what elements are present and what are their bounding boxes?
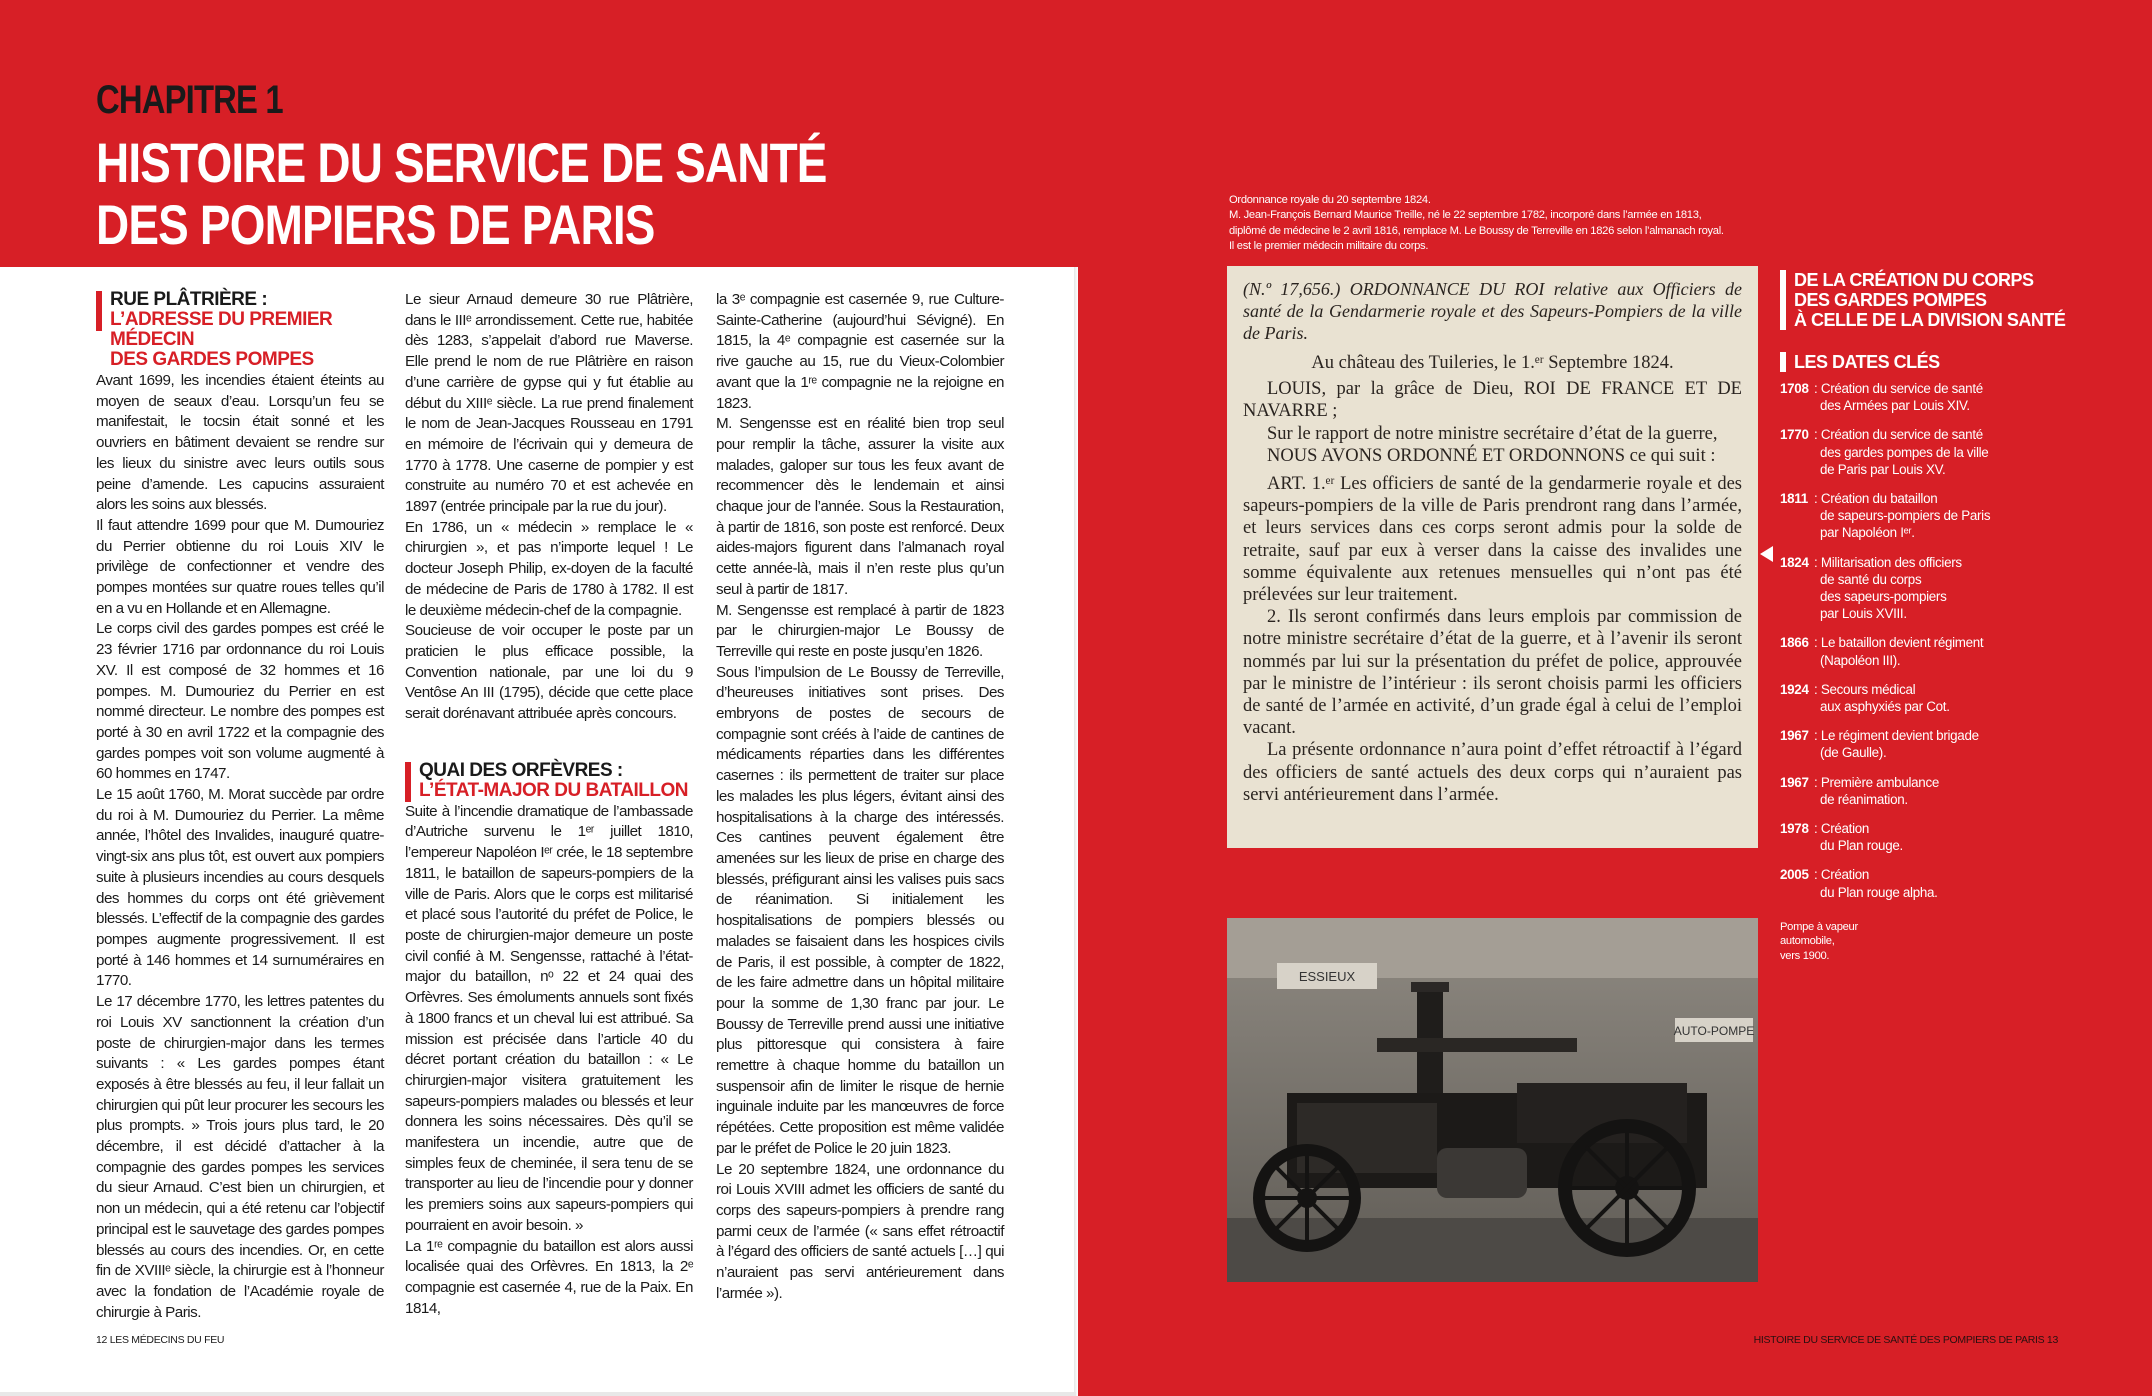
timeline-text-line: : Création: [1814, 867, 1870, 883]
section-heading-line: RUE PLÂTRIÈRE :: [110, 289, 268, 310]
caption-line: Ordonnance royale du 20 septembre 1824.: [1229, 194, 1431, 206]
timeline-text-line: : Le bataillon devient régiment: [1814, 635, 1984, 651]
ordonnance-intro: LOUIS, par la grâce de Dieu, ROI DE FRANCE ET DE NAVARRE ;: [1243, 379, 1742, 422]
caption-line: diplômé de médecine le 2 avril 1816, remplace M. Le Boussy de Terreville en 1826 selon l’almanach royal.: [1229, 224, 1724, 237]
section-heading-quai-des-orfevres: [405, 761, 693, 801]
page-title-line-1: HISTOIRE DU SERVICE DE SANTÉ: [96, 131, 827, 194]
text-column-1: [96, 290, 384, 1323]
timeline-text-line: : Militarisation des officiers: [1814, 554, 1962, 570]
page-gutter: [1074, 267, 1078, 1396]
steam-pump-illustration: [1227, 918, 1758, 1282]
section-heading-line: DES GARDES POMPES: [110, 349, 314, 370]
chapter-label: CHAPITRE 1: [96, 78, 283, 122]
section-bar: [405, 762, 411, 802]
timeline-text-line: : Création du service de santé: [1814, 427, 1983, 443]
sidebar-title-line: DES GARDES POMPES: [1794, 290, 1987, 310]
ordonnance-ordonne: NOUS AVONS ORDONNÉ ET ORDONNONS ce qui suit :: [1267, 445, 1716, 466]
section-heading-line: L’ADRESSE DU PREMIER MÉDECIN: [110, 309, 333, 350]
timeline-year: 1924: [1780, 681, 1809, 697]
timeline-year: 1967: [1780, 728, 1809, 744]
ordonnance-heading: (N.º 17,656.) ORDONNANCE DU ROI relative aux Officiers de santé de la Gendarmerie royale et des Sapeurs-Pompiers de la ville de Paris.: [1243, 279, 1742, 343]
timeline-year: 1978: [1780, 821, 1809, 837]
timeline-year: 2005: [1780, 867, 1809, 883]
timeline-text-line: des gardes pompes de la ville: [1820, 444, 1989, 460]
paragraph: la 3ᵉ compagnie est casernée 9, rue Culture-Sainte-Catherine (aujourd’hui Sévigné). En 1815, la 4ᵉ compagnie est casernée sur la rive gauche au 15, rue du Vieux-Colombier avant que la 1ʳᵉ compagnie ne la rejoigne en 1823.: [716, 291, 1004, 412]
timeline-text-line: : Création du bataillon: [1814, 491, 1938, 507]
section-heading-line: QUAI DES ORFÈVRES :: [419, 759, 623, 781]
steam-pump-caption: [1780, 920, 1900, 963]
timeline-item: [1780, 727, 2080, 761]
timeline-text: [1780, 774, 2080, 808]
ordonnance-caption: [1229, 193, 1769, 255]
timeline-text: [1780, 554, 2080, 623]
timeline-item: [1780, 490, 2080, 542]
timeline-text-line: de sapeurs-pompiers de Paris: [1820, 508, 1991, 524]
page-bottom-edge: [0, 1392, 1076, 1396]
timeline-item: [1780, 681, 2080, 715]
ordonnance-document-image: [1227, 266, 1758, 848]
timeline-item: [1780, 554, 2080, 623]
footer-right-folio: HISTOIRE DU SERVICE DE SANTÉ DES POMPIERS DE PARIS 13: [1753, 1334, 2058, 1346]
timeline-text-line: (Napoléon III).: [1820, 652, 1901, 668]
timeline-list: [1780, 380, 2080, 901]
sidebar-title-line: À CELLE DE LA DIVISION SANTÉ: [1794, 310, 2066, 330]
text-column-2: [405, 290, 693, 1319]
paragraph: M. Sengensse est en réalité bien trop seul pour remplir la tâche, assurer la visite aux malades, galoper sur tous les feux avant de recommencer dès le lendemain et ainsi chaque jour de l’année. Sous la Restauration, à partir de 1816, son poste est renforcé. Deux aides-majors figurent dans l’almanach royal cette année-là, mais il n’en reste plus qu’un seul à partir de 1817.: [716, 415, 1004, 598]
timeline-item: [1780, 634, 2080, 668]
timeline-item: [1780, 380, 2080, 414]
caption-line: automobile,: [1780, 935, 1835, 948]
page-title: [96, 132, 834, 256]
key-dates-title: LES DATES CLÉS: [1794, 352, 1940, 372]
paragraph: Soucieuse de voir occuper le poste par un praticien le plus efficace possible, la Convention nationale, par une loi du 9 Ventôse An III (1795), décide que cette place serait dorénavant attribuée après concours.: [405, 622, 693, 723]
sidebar-title-line: DE LA CRÉATION DU CORPS: [1794, 270, 2034, 290]
sidebar-title-bar: [1780, 270, 1786, 330]
paragraph: Suite à l’incendie dramatique de l’ambassade d’Autriche survenu le 1ᵉʳ juillet 1810, l’empereur Napoléon Iᵉʳ crée, le 18 septembre 1811, le bataillon de sapeurs-pompiers de la ville de Paris. Alors que le corps est militarisé et placé sous l’autorité du préfet de Police, le poste de chirurgien-major demeure un poste civil confié à M. Sengensse, rattaché à l’état-major du bataillon, nᵒ 22 et 24 quai des Orfèvres. Ses émoluments annuels sont fixés à 1800 francs et un cheval lui est attribué. Sa mission est précisée dans l’article 40 du décret portant création du bataillon : « Le chirurgien-major visitera gratuitement les sapeurs-pompiers malades ou blessés et leur donnera les soins nécessaires. Dès qu’il se manifestera un incendie, autre que de simples feux de cheminée, il sera tenu de se transporter au lieu de l’incendie pour y donner les premiers soins aux sapeurs-pompiers qui pourraient en avoir besoin. »: [405, 802, 693, 1234]
paragraph: Le 15 août 1760, M. Morat succède par ordre du roi à M. Dumouriez du Perrier. La même année, l’hôtel des Invalides, inauguré quatre-vingt-six ans plus tôt, est ouvert aux pompiers suite à plusieurs incendies au cours desquels des hommes du corps ont été grièvement blessés. L’effectif de la compagnie des gardes pompes augmente progressivement. Il est porté à 146 hommes et 14 surnuméraires en 1770.: [96, 786, 384, 990]
paragraph: Le corps civil des gardes pompes est créé le 23 février 1716 par ordonnance du roi Louis XV. Il est composé de 32 hommes et 16 pompes. M. Dumouriez du Perrier en est nommé directeur. Le nombre des pompes est porté à 30 en avril 1722 et la compagnie des gardes pompes voit son volume augmenté à 60 hommes en 1747.: [96, 620, 384, 783]
pump-panel: [1297, 1103, 1437, 1173]
timeline-item: [1780, 426, 2080, 478]
timeline-text-line: : Création: [1814, 821, 1870, 837]
sign-auto-pompe-text: AUTO-POMPE: [1673, 1024, 1755, 1038]
timeline-text-line: de réanimation.: [1820, 791, 1908, 807]
timeline-item: [1780, 820, 2080, 854]
timeline-text: [1780, 426, 2080, 478]
timeline-item: [1780, 866, 2080, 900]
timeline-year: 1708: [1780, 381, 1809, 396]
timeline-year: 1967: [1780, 774, 1809, 790]
sidebar-title: [1780, 270, 2080, 330]
timeline-text-line: : Création du service de santé: [1814, 381, 1983, 396]
key-dates-heading: [1780, 352, 2080, 372]
text-column-3: [716, 290, 1004, 1304]
paragraph: Avant 1699, les incendies étaient éteints au moyen de seaux d’eau. Lorsqu’un feu se manifestait, le tocsin était sonné et les ouvriers en bâtiment devaient se rendre sur les lieux du sinistre avec leurs outils sous peine d’amende. Les capucins assuraient alors les soins aux blessés.: [96, 372, 384, 514]
pump-chimney-cap: [1411, 982, 1449, 992]
paragraph: La 1ʳᵉ compagnie du bataillon est alors aussi localisée quai des Orfèvres. En 1813, la 2ᵉ compagnie est casernée 4, rue de la Paix. En 1814,: [405, 1237, 693, 1317]
timeline-text-line: : Première ambulance: [1814, 774, 1939, 790]
ordonnance-date: Au château des Tuileries, le 1.ᵉʳ Septembre 1824.: [1311, 353, 1674, 373]
timeline-text-line: du Plan rouge alpha.: [1820, 884, 1938, 900]
timeline-text-line: des Armées par Louis XIV.: [1820, 398, 1970, 414]
steam-pump-photo: [1227, 918, 1758, 1282]
paragraph: Sous l’impulsion de Le Boussy de Terreville, d’heureuses initiatives sont prises. Des embryons de postes de secours de compagnie sont créés à l’aide de cantines de médicaments réparties dans les différentes casernes : ils permettent de traiter sur place les malades les plus légers, évitant ainsi des hospitalisations à la charge des intéressés. Ces cantines peuvent également être amenées sur les lieux de prise en charge des blessés, préfigurant ainsi les valises puis sacs de réanimation. Si initialement les hospitalisations de pompiers blessés ou malades se faisaient dans les hospices civils de Paris, il est possible, à compter de 1822, de les faire admettre dans un hôpital militaire pour la somme de 1,30 franc par jour. Le Boussy de Terreville prend aussi une initiative plus pittoresque qui consistera à faire remettre à chaque homme du bataillon un suspensoir afin de limiter le risque de hernie inguinale induite par les manœuvres de force répétées. Cette proposition est même validée par le préfet de Police le 20 juin 1823.: [716, 663, 1004, 1157]
paragraph: Il faut attendre 1699 pour que M. Dumouriez du Perrier obtienne du roi Louis XIV le privilège de confectionner et vendre des pompes montées sur quatre roues telles qu’il en a vu en Hollande et en Allemagne.: [96, 516, 384, 617]
paragraph: Le sieur Arnaud demeure 30 rue Plâtrière, dans le IIIᵉ arrondissement. Cette rue, habitée dès 1283, s’appelait d’abord rue Maverse. Elle prend le nom de rue Plâtrière en raison d’une carrière de gypse qui y fut établie au début du XIIIᵉ siècle. La rue prend finalement le nom de Jean-Jacques Rousseau en 1791 en mémoire de l’écrivain qui y demeura de 1770 à 1778. Une caserne de pompier y est construite au numéro 70 et est achevée en 1897 (entrée principale par la rue du jour).: [405, 291, 693, 516]
caption-line: Il est le premier médecin militaire du corps.: [1229, 240, 1429, 253]
caption-line: M. Jean-François Bernard Maurice Treille, né le 22 septembre 1782, incorporé dans l’armée en 1813,: [1229, 209, 1702, 222]
timeline-text-line: de Paris par Louis XV.: [1820, 461, 1946, 477]
section-bar: [96, 291, 102, 331]
paragraph: M. Sengensse est remplacé à partir de 1823 par le chirurgien-major Le Boussy de Terreville qui reste en poste jusqu’en 1826.: [716, 601, 1004, 660]
timeline-text-line: (de Gaulle).: [1820, 745, 1887, 761]
timeline-text-line: par Napoléon Iᵉʳ.: [1820, 525, 1915, 541]
paragraph: Le 17 décembre 1770, les lettres patentes du roi Louis XV sanctionnent la création d’un poste de chirurgien-major dans les termes suivants : « Les gardes pompes étant exposés à être blessés au feu, il leur fallait un chirurgien qui pût leur procurer les secours les plus prompts. » Trois jours plus tard, le 20 décembre, il est décidé d’attacher à la compagnie des gardes pompes les services du sieur Arnaud. C’est bien un chirurgien, et non un médecin, qui a été retenu car l’objectif principal est le sauvetage des gardes pompes blessés au cours des incendies. Or, en cette fin de XVIIIᵉ siècle, la chirurgie est à l’honneur avec la fondation de l’Académie royale de chirurgie à Paris.: [96, 993, 384, 1321]
pump-cylinder: [1437, 1148, 1527, 1198]
timeline-text: [1780, 490, 2080, 542]
sign-essieux-text: ESSIEUX: [1298, 969, 1356, 984]
timeline-year: 1824: [1780, 554, 1809, 570]
paragraph: En 1786, un « médecin » remplace le « chirurgien », et pas n’importe lequel ! Le docteur Joseph Philip, ex-doyen de la faculté de médecine de Paris de 1780 à 1782. Il est le deuxième médecin-chef de la compagnie.: [405, 518, 693, 619]
timeline-text-line: du Plan rouge.: [1820, 838, 1903, 854]
footer-left-folio: 12 LES MÉDECINS DU FEU: [96, 1334, 225, 1346]
timeline-text-line: par Louis XVIII.: [1820, 606, 1907, 622]
timeline-text: [1780, 380, 2080, 414]
timeline-year: 1866: [1780, 635, 1809, 651]
timeline-text-line: de santé du corps: [1820, 571, 1922, 587]
section-heading-line: L’ÉTAT-MAJOR DU BATAILLON: [419, 779, 688, 801]
ordonnance-article-2: 2. Ils seront confirmés dans leurs emplois par commission de notre ministre secrétaire d’état de la guerre, et à l’avenir ils seront nommés par lui sur la présentation du préfet de police, approuvée par le ministre de l’intérieur : ils seront choisis parmi les officiers de santé de l’armée en activité, d’un grade égal à celui de l’emploi vacant.: [1243, 607, 1742, 739]
timeline-pointer-icon: [1760, 546, 1773, 562]
timeline-text: [1780, 727, 2080, 761]
caption-line: Pompe à vapeur: [1780, 921, 1858, 933]
ordonnance-article-3: La présente ordonnance n’aura point d’effet rétroactif à l’égard des officiers de santé actuels des deux corps qui n’auraient pas servi antérieurement dans l’armée.: [1243, 740, 1742, 805]
pump-canopy: [1377, 1038, 1577, 1052]
timeline-text: [1780, 681, 2080, 715]
timeline-text-line: : Le régiment devient brigade: [1814, 728, 1979, 744]
ordonnance-rapport: Sur le rapport de notre ministre secrétaire d’état de la guerre,: [1267, 423, 1718, 444]
ordonnance-article-1: ART. 1.ᵉʳ Les officiers de santé de la gendarmerie royale et des sapeurs-pompiers de la ville de Paris prendront rang dans l’armée, et leurs services dans ces corps seront admis pour la solde de retraite, sauf par eux à verser dans la caisse des invalides une somme équivalente aux retenues mensuelles qui n’ont pas été prélevées sur leur traitement.: [1243, 474, 1742, 606]
timeline-text: [1780, 866, 2080, 900]
paragraph: Le 20 septembre 1824, une ordonnance du roi Louis XVIII admet les officiers de santé du corps des sapeurs-pompiers à prendre rang parmi ceux de l’armée (« sans effet rétroactif à l’égard des officiers de santé actuels […] qui n’auraient pas servi antérieurement dans l’armée »).: [716, 1160, 1004, 1302]
caption-line: vers 1900.: [1780, 949, 1830, 962]
timeline-year: 1770: [1780, 427, 1809, 443]
section-heading-rue-platriere: [96, 290, 384, 370]
key-dates-sidebar: [1780, 270, 2080, 913]
timeline-text: [1780, 634, 2080, 668]
timeline-text: [1780, 820, 2080, 854]
page-title-line-2: DES POMPIERS DE PARIS: [96, 193, 655, 256]
timeline-item: [1780, 774, 2080, 808]
timeline-text-line: aux asphyxiés par Cot.: [1820, 699, 1950, 715]
key-dates-bar: [1780, 352, 1786, 372]
timeline-text-line: des sapeurs-pompiers: [1820, 589, 1947, 605]
timeline-text-line: : Secours médical: [1814, 681, 1916, 697]
timeline-year: 1811: [1780, 491, 1808, 507]
